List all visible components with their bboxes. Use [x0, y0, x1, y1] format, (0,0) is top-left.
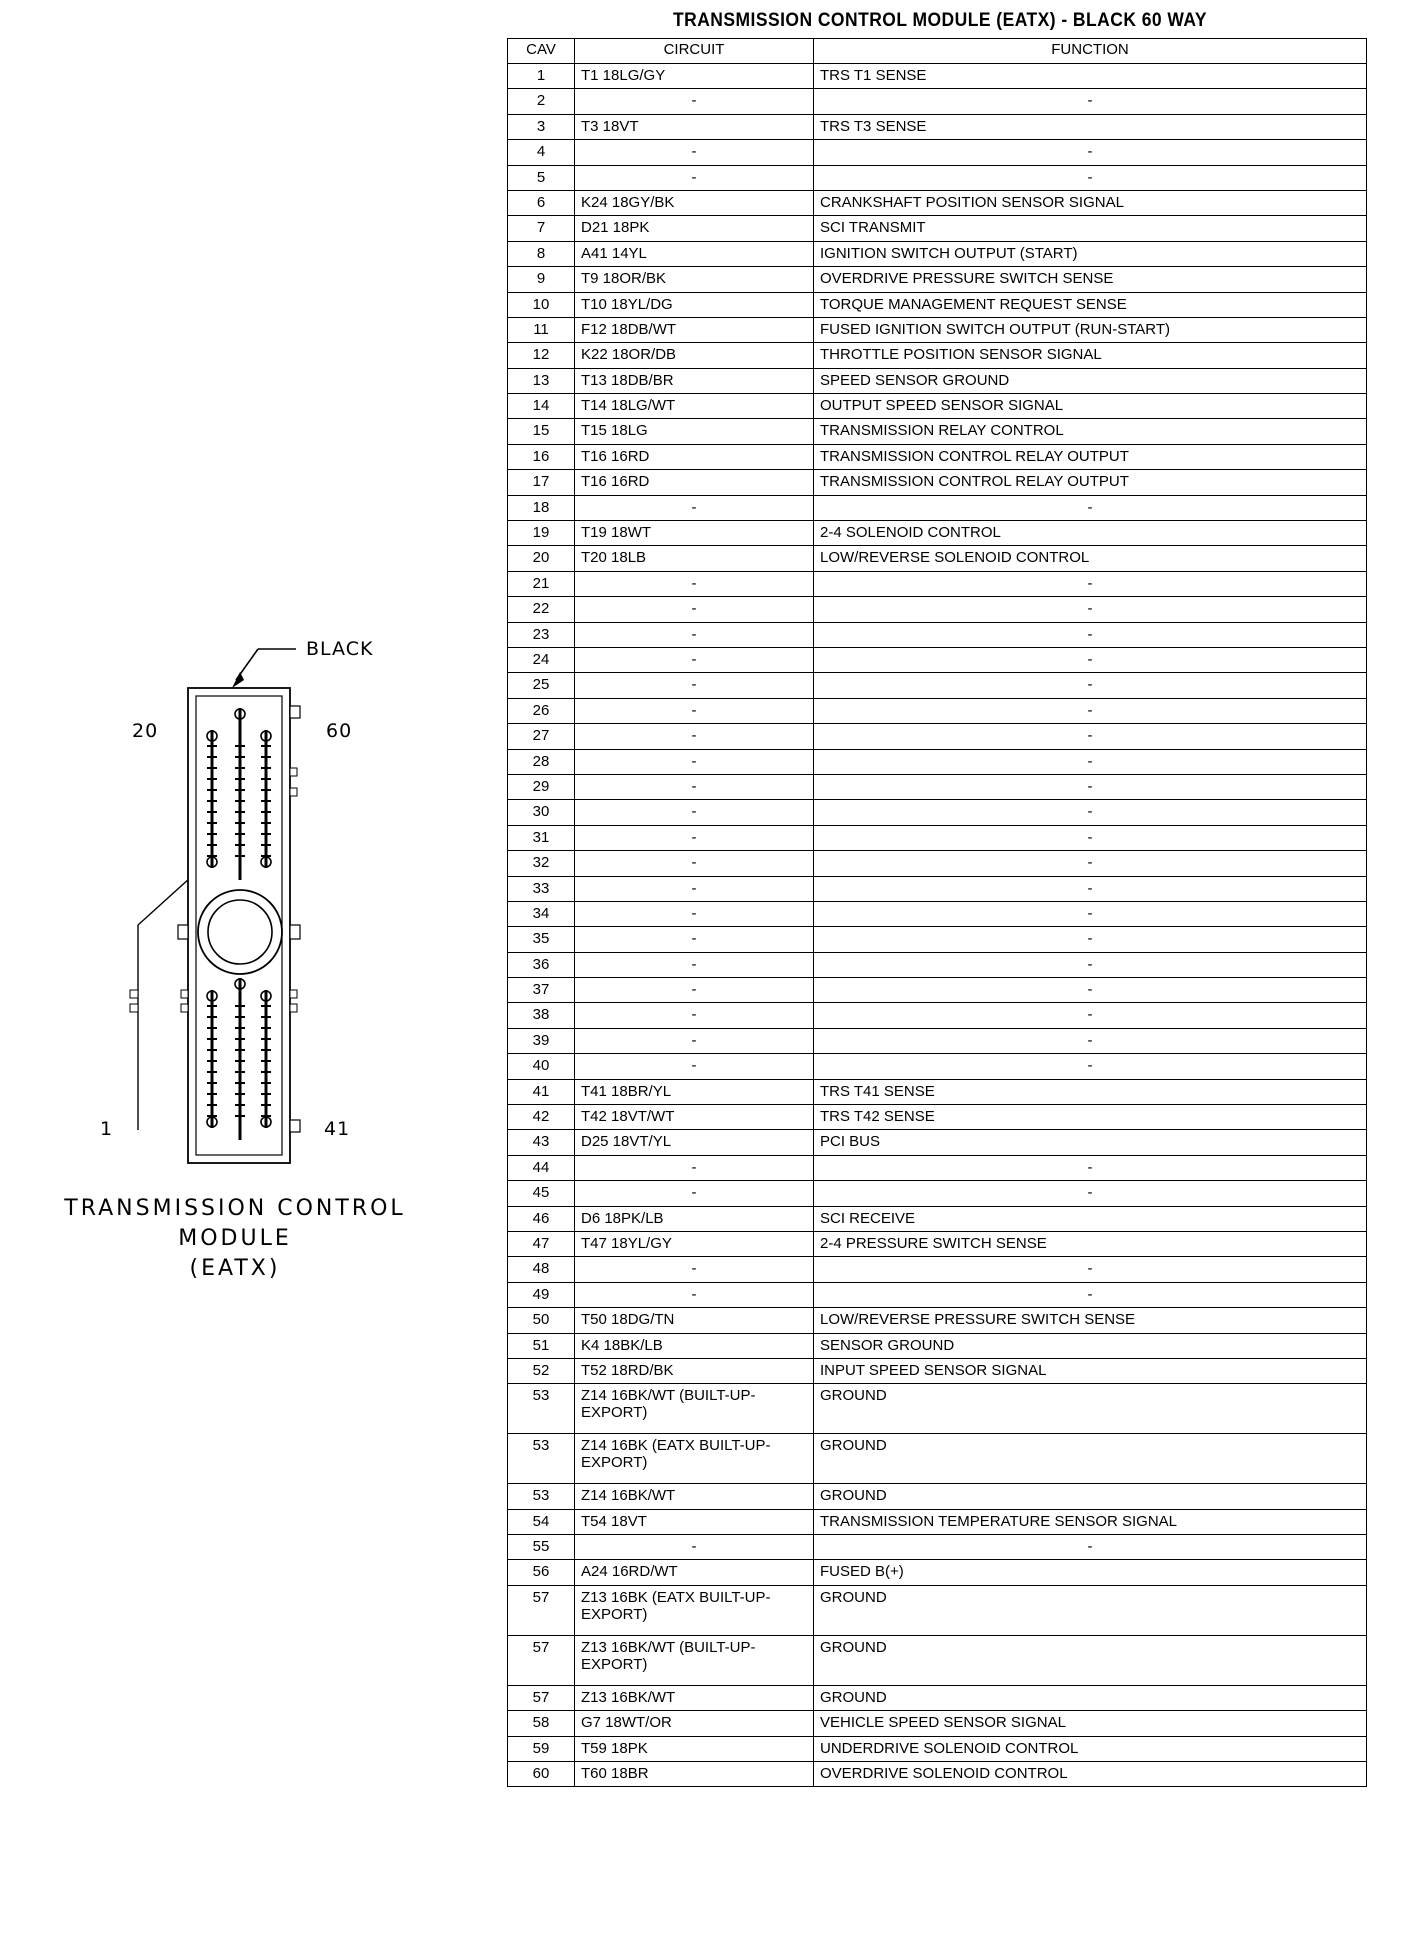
table-row	[508, 1105, 1367, 1130]
connector-diagram	[0, 0, 510, 1942]
function-cell: TRS T3 SENSE	[814, 114, 1367, 139]
cav-cell: 58	[508, 1711, 575, 1736]
cav-cell: 26	[508, 698, 575, 723]
function-cell: TRANSMISSION CONTROL RELAY OUTPUT	[814, 444, 1367, 469]
function-cell: -	[814, 851, 1367, 876]
circuit-cell: -	[575, 1155, 814, 1180]
pin-label-top-right: 60	[326, 720, 353, 742]
pinout-table	[507, 38, 1367, 1787]
circuit-cell: Z14 16BK/WT	[575, 1484, 814, 1509]
circuit-cell: -	[575, 876, 814, 901]
function-cell: -	[814, 1155, 1367, 1180]
table-row	[508, 521, 1367, 546]
circuit-cell: -	[575, 825, 814, 850]
circuit-cell: -	[575, 495, 814, 520]
caption-line: MODULE	[178, 1226, 292, 1251]
function-cell: 2-4 SOLENOID CONTROL	[814, 521, 1367, 546]
circuit-cell: D21 18PK	[575, 216, 814, 241]
cav-cell: 5	[508, 165, 575, 190]
table-row	[508, 1509, 1367, 1534]
circuit-cell: -	[575, 673, 814, 698]
circuit-cell: -	[575, 1003, 814, 1028]
circuit-cell: -	[575, 724, 814, 749]
table-row	[508, 1685, 1367, 1710]
circuit-cell: K22 18OR/DB	[575, 343, 814, 368]
function-cell: CRANKSHAFT POSITION SENSOR SIGNAL	[814, 190, 1367, 215]
function-cell: -	[814, 1003, 1367, 1028]
function-cell: -	[814, 1181, 1367, 1206]
circuit-cell: -	[575, 1282, 814, 1307]
table-row	[508, 1762, 1367, 1787]
circuit-cell: -	[575, 571, 814, 596]
circuit-cell: T14 18LG/WT	[575, 394, 814, 419]
table-row	[508, 1282, 1367, 1307]
pin-label-bottom-left: 1	[100, 1118, 114, 1140]
cav-cell: 41	[508, 1079, 575, 1104]
cav-cell: 10	[508, 292, 575, 317]
table-row	[508, 241, 1367, 266]
circuit-cell: -	[575, 800, 814, 825]
function-cell: TRANSMISSION TEMPERATURE SENSOR SIGNAL	[814, 1509, 1367, 1534]
function-cell: -	[814, 1282, 1367, 1307]
cav-cell: 13	[508, 368, 575, 393]
table-row	[508, 1434, 1367, 1484]
caption-line: TRANSMISSION CONTROL	[64, 1196, 406, 1221]
cav-cell: 43	[508, 1130, 575, 1155]
cav-cell: 45	[508, 1181, 575, 1206]
cav-cell: 46	[508, 1206, 575, 1231]
function-cell: -	[814, 571, 1367, 596]
table-row	[508, 165, 1367, 190]
circuit-cell: T1 18LG/GY	[575, 64, 814, 89]
function-cell: GROUND	[814, 1484, 1367, 1509]
circuit-cell: A41 14YL	[575, 241, 814, 266]
function-cell: -	[814, 647, 1367, 672]
function-cell: PCI BUS	[814, 1130, 1367, 1155]
table-row	[508, 597, 1367, 622]
table-row	[508, 1308, 1367, 1333]
circuit-cell: T3 18VT	[575, 114, 814, 139]
function-cell: GROUND	[814, 1384, 1367, 1434]
table-row	[508, 216, 1367, 241]
function-cell: FUSED B(+)	[814, 1560, 1367, 1585]
table-row	[508, 1079, 1367, 1104]
cav-cell: 8	[508, 241, 575, 266]
table-row	[508, 444, 1367, 469]
cav-cell: 11	[508, 317, 575, 342]
connector-caption	[60, 1194, 410, 1284]
circuit-cell: -	[575, 622, 814, 647]
circuit-cell: T9 18OR/BK	[575, 267, 814, 292]
cav-cell: 53	[508, 1384, 575, 1434]
table-row	[508, 647, 1367, 672]
table-row	[508, 394, 1367, 419]
table-row	[508, 470, 1367, 495]
function-cell: TRANSMISSION CONTROL RELAY OUTPUT	[814, 470, 1367, 495]
circuit-cell: Z14 16BK (EATX BUILT-UP-EXPORT)	[575, 1434, 814, 1484]
header-cav: CAV	[508, 39, 575, 64]
function-cell: -	[814, 165, 1367, 190]
table-row	[508, 1333, 1367, 1358]
table-row	[508, 1585, 1367, 1635]
table-row	[508, 89, 1367, 114]
function-cell: GROUND	[814, 1685, 1367, 1710]
cav-cell: 20	[508, 546, 575, 571]
cav-cell: 31	[508, 825, 575, 850]
function-cell: GROUND	[814, 1585, 1367, 1635]
circuit-cell: T59 18PK	[575, 1736, 814, 1761]
cav-cell: 55	[508, 1535, 575, 1560]
circuit-cell: T15 18LG	[575, 419, 814, 444]
function-cell: -	[814, 978, 1367, 1003]
circuit-cell: A24 16RD/WT	[575, 1560, 814, 1585]
circuit-cell: T50 18DG/TN	[575, 1308, 814, 1333]
table-row	[508, 978, 1367, 1003]
function-cell: -	[814, 876, 1367, 901]
table-row	[508, 1635, 1367, 1685]
cav-cell: 3	[508, 114, 575, 139]
table-row	[508, 419, 1367, 444]
cav-cell: 30	[508, 800, 575, 825]
function-cell: UNDERDRIVE SOLENOID CONTROL	[814, 1736, 1367, 1761]
function-cell: -	[814, 698, 1367, 723]
table-row	[508, 1028, 1367, 1053]
cav-cell: 52	[508, 1358, 575, 1383]
function-cell: SENSOR GROUND	[814, 1333, 1367, 1358]
cav-cell: 4	[508, 140, 575, 165]
table-row	[508, 1003, 1367, 1028]
function-cell: -	[814, 1054, 1367, 1079]
circuit-cell: -	[575, 597, 814, 622]
circuit-cell: Z13 16BK/WT	[575, 1685, 814, 1710]
cav-cell: 38	[508, 1003, 575, 1028]
table-row	[508, 292, 1367, 317]
cav-cell: 1	[508, 64, 575, 89]
table-row	[508, 343, 1367, 368]
circuit-cell: -	[575, 851, 814, 876]
table-row	[508, 571, 1367, 596]
cav-cell: 33	[508, 876, 575, 901]
color-label: BLACK	[306, 638, 374, 660]
table-row	[508, 724, 1367, 749]
cav-cell: 53	[508, 1434, 575, 1484]
table-row	[508, 546, 1367, 571]
circuit-cell: -	[575, 698, 814, 723]
cav-cell: 59	[508, 1736, 575, 1761]
function-cell: TRANSMISSION RELAY CONTROL	[814, 419, 1367, 444]
function-cell: -	[814, 800, 1367, 825]
function-cell: -	[814, 597, 1367, 622]
circuit-cell: T19 18WT	[575, 521, 814, 546]
cav-cell: 2	[508, 89, 575, 114]
circuit-cell: Z14 16BK/WT (BUILT-UP-EXPORT)	[575, 1384, 814, 1434]
function-cell: GROUND	[814, 1434, 1367, 1484]
header-circuit: CIRCUIT	[575, 39, 814, 64]
cav-cell: 12	[508, 343, 575, 368]
function-cell: 2-4 PRESSURE SWITCH SENSE	[814, 1231, 1367, 1256]
table-row	[508, 1711, 1367, 1736]
circuit-cell: -	[575, 774, 814, 799]
table-row	[508, 1054, 1367, 1079]
page-title: TRANSMISSION CONTROL MODULE (EATX) - BLACK 60 WAY	[672, 10, 1208, 31]
circuit-cell: T52 18RD/BK	[575, 1358, 814, 1383]
circuit-cell: T47 18YL/GY	[575, 1231, 814, 1256]
table-row	[508, 952, 1367, 977]
function-cell: FUSED IGNITION SWITCH OUTPUT (RUN-START)	[814, 317, 1367, 342]
cav-cell: 57	[508, 1635, 575, 1685]
circuit-cell: Z13 16BK/WT (BUILT-UP-EXPORT)	[575, 1635, 814, 1685]
function-cell: -	[814, 140, 1367, 165]
circuit-cell: -	[575, 1257, 814, 1282]
function-cell: -	[814, 927, 1367, 952]
function-cell: -	[814, 1535, 1367, 1560]
table-row	[508, 190, 1367, 215]
table-row	[508, 774, 1367, 799]
circuit-cell: -	[575, 89, 814, 114]
circuit-cell: -	[575, 1054, 814, 1079]
circuit-cell: T10 18YL/DG	[575, 292, 814, 317]
cav-cell: 40	[508, 1054, 575, 1079]
cav-cell: 25	[508, 673, 575, 698]
circuit-cell: G7 18WT/OR	[575, 1711, 814, 1736]
cav-cell: 50	[508, 1308, 575, 1333]
circuit-cell: K24 18GY/BK	[575, 190, 814, 215]
function-cell: SCI TRANSMIT	[814, 216, 1367, 241]
function-cell: LOW/REVERSE PRESSURE SWITCH SENSE	[814, 1308, 1367, 1333]
table-row	[508, 901, 1367, 926]
function-cell: -	[814, 952, 1367, 977]
circuit-cell: -	[575, 927, 814, 952]
function-cell: TORQUE MANAGEMENT REQUEST SENSE	[814, 292, 1367, 317]
function-cell: -	[814, 673, 1367, 698]
table-row	[508, 1358, 1367, 1383]
table-row	[508, 267, 1367, 292]
cav-cell: 16	[508, 444, 575, 469]
circuit-cell: F12 18DB/WT	[575, 317, 814, 342]
cav-cell: 47	[508, 1231, 575, 1256]
function-cell: THROTTLE POSITION SENSOR SIGNAL	[814, 343, 1367, 368]
circuit-cell: T42 18VT/WT	[575, 1105, 814, 1130]
circuit-cell: Z13 16BK (EATX BUILT-UP-EXPORT)	[575, 1585, 814, 1635]
circuit-cell: -	[575, 952, 814, 977]
cav-cell: 57	[508, 1685, 575, 1710]
header-function: FUNCTION	[814, 39, 1367, 64]
table-row	[508, 317, 1367, 342]
function-cell: GROUND	[814, 1635, 1367, 1685]
table-row	[508, 876, 1367, 901]
function-cell: VEHICLE SPEED SENSOR SIGNAL	[814, 1711, 1367, 1736]
table-row	[508, 927, 1367, 952]
circuit-cell: T16 16RD	[575, 444, 814, 469]
cav-cell: 36	[508, 952, 575, 977]
function-cell: -	[814, 495, 1367, 520]
function-cell: -	[814, 825, 1367, 850]
cav-cell: 29	[508, 774, 575, 799]
pin-label-bottom-right: 41	[324, 1118, 351, 1140]
cav-cell: 23	[508, 622, 575, 647]
table-row	[508, 749, 1367, 774]
table-row	[508, 825, 1367, 850]
cav-cell: 28	[508, 749, 575, 774]
function-cell: SPEED SENSOR GROUND	[814, 368, 1367, 393]
table-row	[508, 1206, 1367, 1231]
cav-cell: 9	[508, 267, 575, 292]
circuit-cell: -	[575, 1028, 814, 1053]
function-cell: INPUT SPEED SENSOR SIGNAL	[814, 1358, 1367, 1383]
cav-cell: 51	[508, 1333, 575, 1358]
circuit-cell: D6 18PK/LB	[575, 1206, 814, 1231]
cav-cell: 18	[508, 495, 575, 520]
function-cell: -	[814, 749, 1367, 774]
circuit-cell: T16 16RD	[575, 470, 814, 495]
table-row	[508, 1257, 1367, 1282]
table-row	[508, 851, 1367, 876]
circuit-cell: -	[575, 978, 814, 1003]
table-row	[508, 698, 1367, 723]
table-row	[508, 1736, 1367, 1761]
function-cell: -	[814, 901, 1367, 926]
function-cell: -	[814, 1257, 1367, 1282]
circuit-cell: D25 18VT/YL	[575, 1130, 814, 1155]
table-row	[508, 1535, 1367, 1560]
function-cell: -	[814, 622, 1367, 647]
circuit-cell: T20 18LB	[575, 546, 814, 571]
function-cell: TRS T42 SENSE	[814, 1105, 1367, 1130]
cav-cell: 35	[508, 927, 575, 952]
cav-cell: 56	[508, 1560, 575, 1585]
table-row	[508, 64, 1367, 89]
cav-cell: 7	[508, 216, 575, 241]
cav-cell: 42	[508, 1105, 575, 1130]
circuit-cell: -	[575, 165, 814, 190]
circuit-cell: T13 18DB/BR	[575, 368, 814, 393]
function-cell: -	[814, 1028, 1367, 1053]
circuit-cell: T41 18BR/YL	[575, 1079, 814, 1104]
circuit-cell: -	[575, 901, 814, 926]
circuit-cell: K4 18BK/LB	[575, 1333, 814, 1358]
cav-cell: 57	[508, 1585, 575, 1635]
cav-cell: 32	[508, 851, 575, 876]
cav-cell: 27	[508, 724, 575, 749]
function-cell: OVERDRIVE SOLENOID CONTROL	[814, 1762, 1367, 1787]
circuit-cell: -	[575, 647, 814, 672]
cav-cell: 15	[508, 419, 575, 444]
table-row	[508, 114, 1367, 139]
cav-cell: 44	[508, 1155, 575, 1180]
circuit-cell: -	[575, 1535, 814, 1560]
caption-line: (EATX)	[189, 1256, 281, 1281]
cav-cell: 22	[508, 597, 575, 622]
cav-cell: 39	[508, 1028, 575, 1053]
table-row	[508, 1484, 1367, 1509]
table-row	[508, 1384, 1367, 1434]
cav-cell: 14	[508, 394, 575, 419]
circuit-cell: T60 18BR	[575, 1762, 814, 1787]
cav-cell: 49	[508, 1282, 575, 1307]
table-row	[508, 1130, 1367, 1155]
table-row	[508, 800, 1367, 825]
function-cell: -	[814, 89, 1367, 114]
table-row	[508, 368, 1367, 393]
function-cell: TRS T41 SENSE	[814, 1079, 1367, 1104]
circuit-cell: -	[575, 749, 814, 774]
connector-drawing	[0, 0, 510, 1942]
function-cell: OUTPUT SPEED SENSOR SIGNAL	[814, 394, 1367, 419]
table-row	[508, 495, 1367, 520]
pin-label-top-left: 20	[132, 720, 159, 742]
cav-cell: 37	[508, 978, 575, 1003]
function-cell: OVERDRIVE PRESSURE SWITCH SENSE	[814, 267, 1367, 292]
cav-cell: 19	[508, 521, 575, 546]
table-row	[508, 622, 1367, 647]
function-cell: TRS T1 SENSE	[814, 64, 1367, 89]
function-cell: -	[814, 724, 1367, 749]
cav-cell: 60	[508, 1762, 575, 1787]
table-row	[508, 1181, 1367, 1206]
cav-cell: 17	[508, 470, 575, 495]
function-cell: IGNITION SWITCH OUTPUT (START)	[814, 241, 1367, 266]
circuit-cell: -	[575, 140, 814, 165]
function-cell: -	[814, 774, 1367, 799]
cav-cell: 34	[508, 901, 575, 926]
cav-cell: 54	[508, 1509, 575, 1534]
cav-cell: 6	[508, 190, 575, 215]
cav-cell: 53	[508, 1484, 575, 1509]
cav-cell: 24	[508, 647, 575, 672]
table-row	[508, 1560, 1367, 1585]
function-cell: SCI RECEIVE	[814, 1206, 1367, 1231]
table-row	[508, 673, 1367, 698]
table-row	[508, 1155, 1367, 1180]
table-header-row	[508, 39, 1367, 64]
cav-cell: 48	[508, 1257, 575, 1282]
circuit-cell: T54 18VT	[575, 1509, 814, 1534]
cav-cell: 21	[508, 571, 575, 596]
function-cell: LOW/REVERSE SOLENOID CONTROL	[814, 546, 1367, 571]
circuit-cell: -	[575, 1181, 814, 1206]
table-row	[508, 140, 1367, 165]
table-row	[508, 1231, 1367, 1256]
